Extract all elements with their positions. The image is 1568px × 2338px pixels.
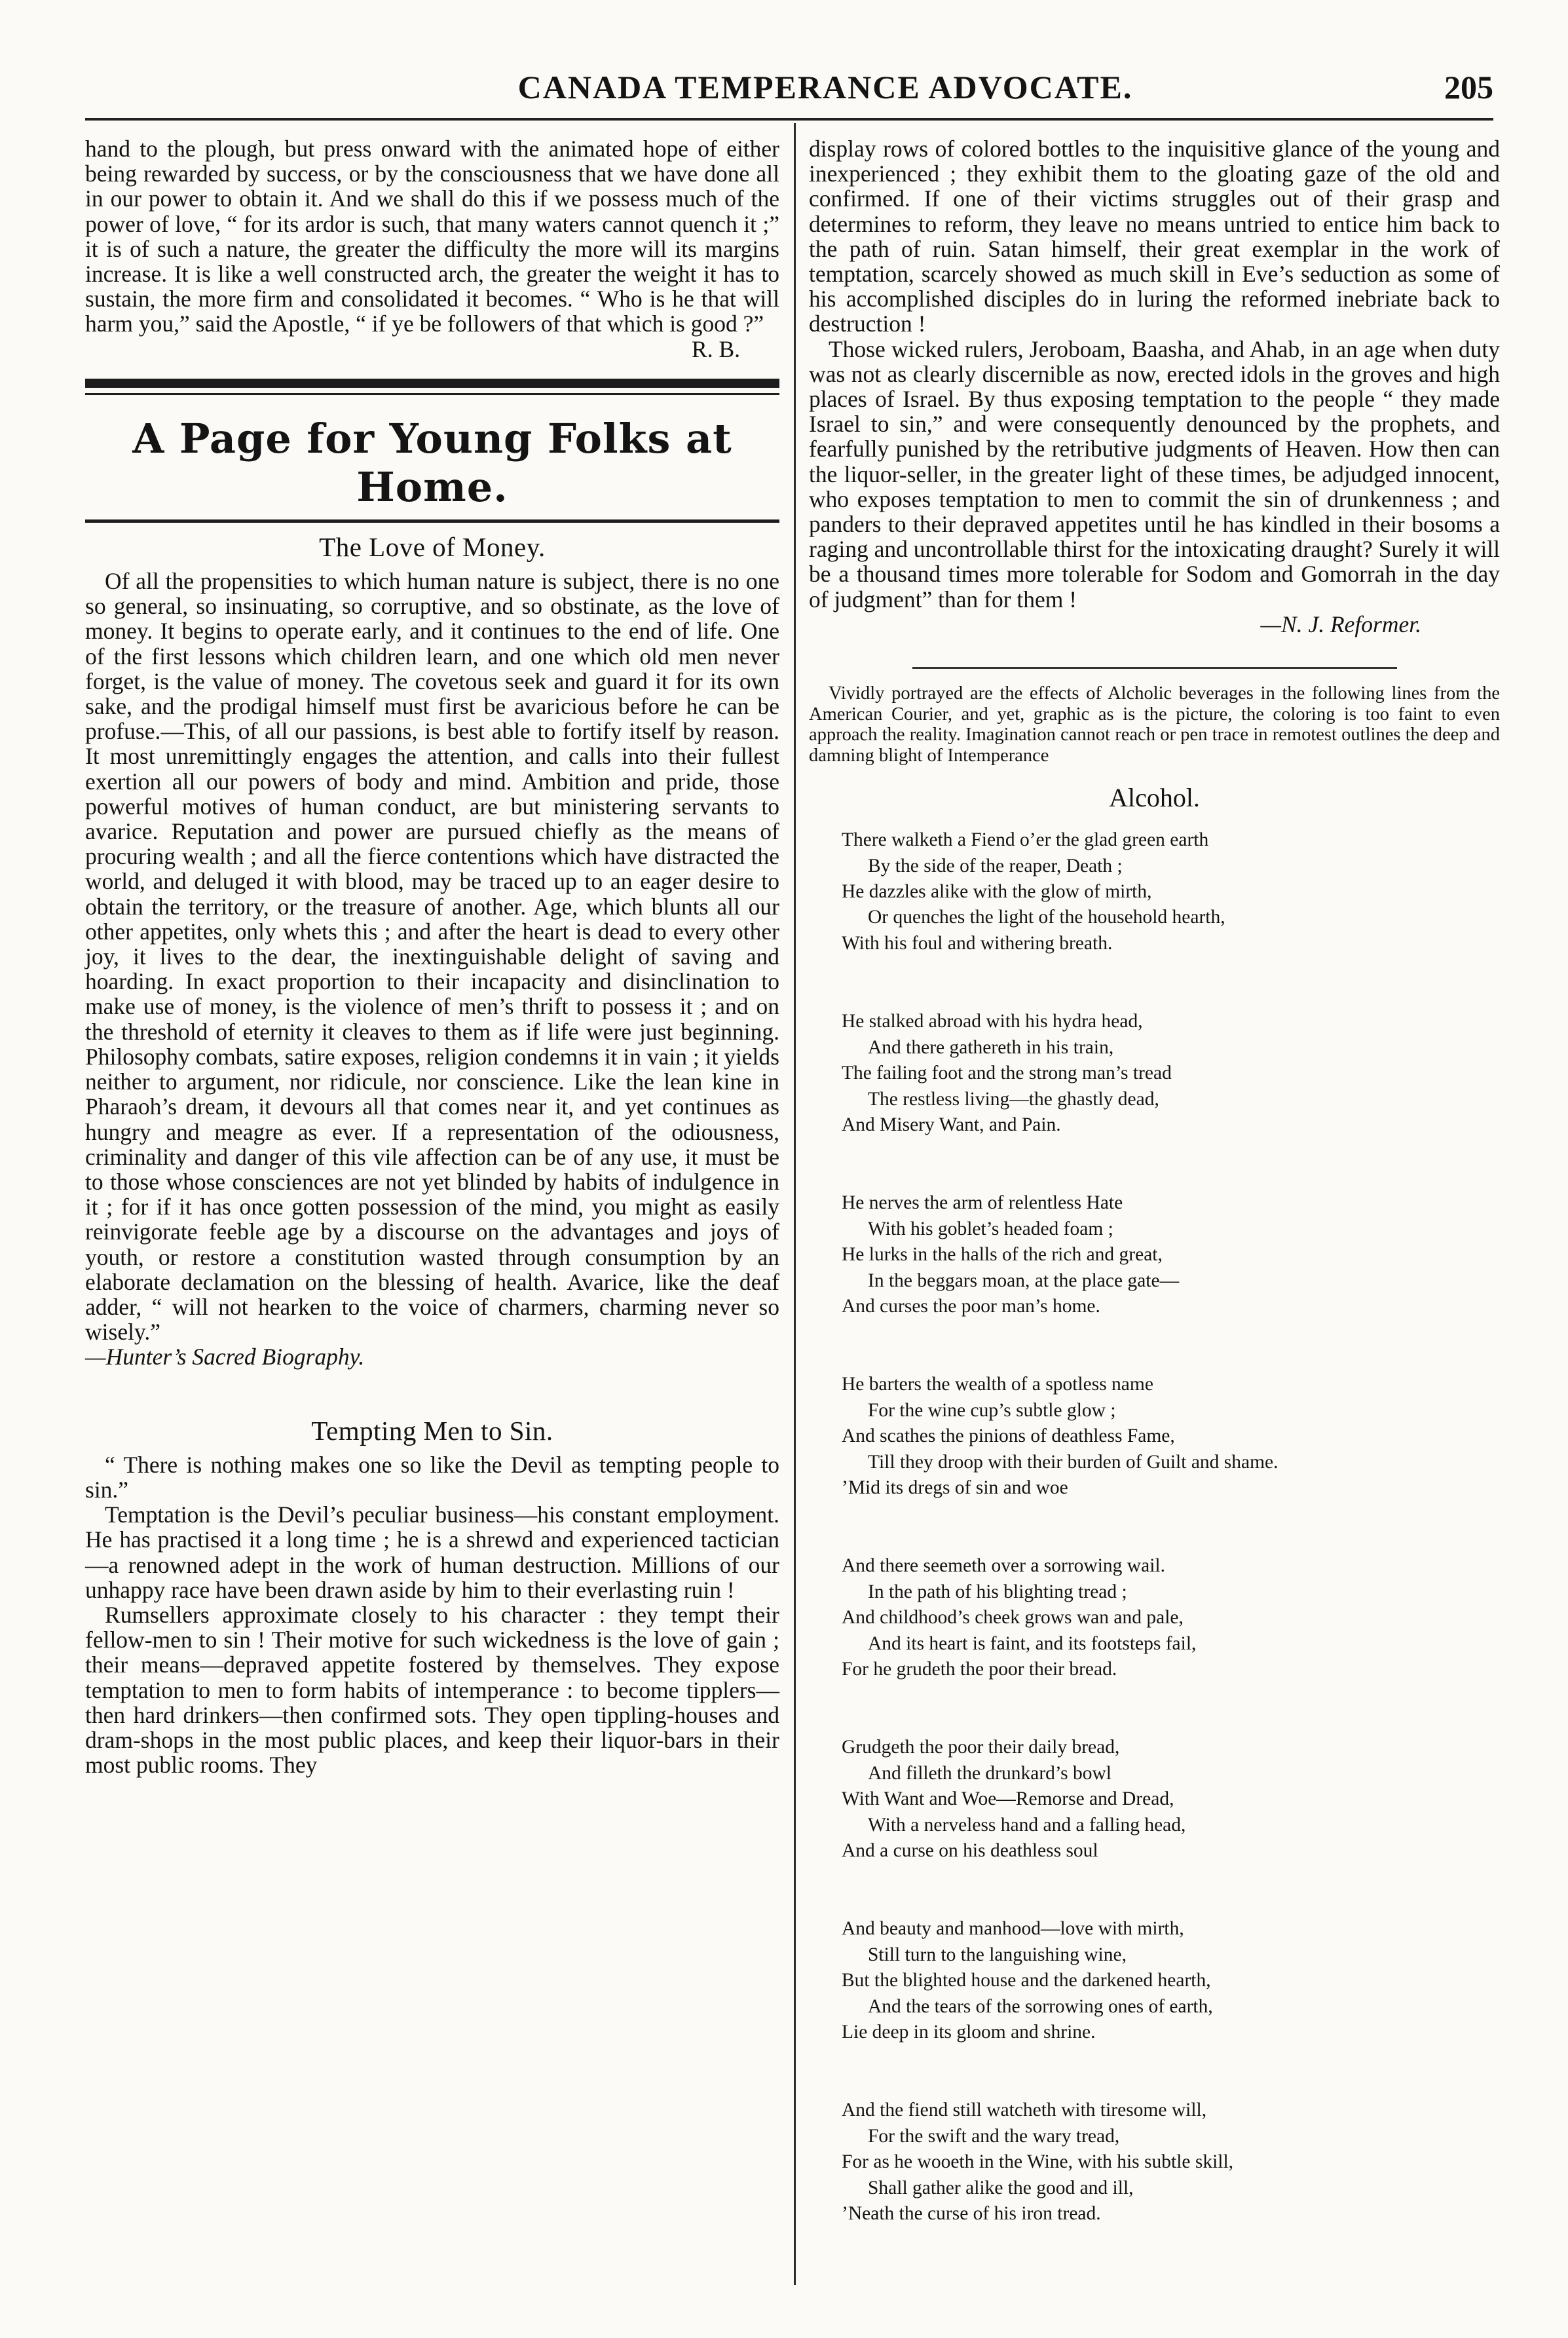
poem-line: With his foul and withering breath. [842,932,1113,954]
article-paragraph: Rumsellers approximate closely to his character : they tempt their fellow-men to sin ! Their motive for such wickedness is the love of gain ; their means—depraved appetite fostered by themselves. They expose temptation to men to form habits of intemperance : to become tipplers—then hard drinkers—then confirmed sots. They open tippling-houses and dram-shops in the most public places, and keep their liquor-bars in their most public rooms. They [85,1601,779,1779]
poem [809,827,1500,2227]
poem-title: Alcohol. [1109,783,1200,813]
separator-rule [912,667,1397,669]
section-title-rule [85,519,779,523]
column-divider [794,123,796,2285]
poem-line: He nerves the arm of relentless Hate [842,1192,1123,1214]
poem-line: ’Neath the curse of his iron tread. [842,2203,1101,2225]
poem-line: And curses the poor man’s home. [842,1295,1100,1317]
section-title: A Page for Young Folks at Home. [132,414,732,511]
left-column [85,136,779,1777]
poem-line: Shall gather alike the good and ill, [868,2177,1134,2198]
continued-paragraph: display rows of colored bottles to the inquisitive glance of the young and inexperienced ; they exhibit them to the gloating gaze of the old and confirmed. If one of their victims struggles out of their grasp and determines to reform, they leave no means untried to entice him back to the path of ruin. Satan himself, their great exemplar in the work of temptation, scarcely showed as much skill in Eve’s seduction as some of his accomplished disciples do in luring the reformed inebriate back to destruction ! [809,136,1500,337]
poem-stanza [842,1009,1500,1138]
poem-line: There walketh a Fiend o’er the glad green earth [842,829,1209,851]
poem-line: And the fiend still watcheth with tiresome will, [842,2100,1207,2121]
poem-line: He barters the wealth of a spotless name [842,1374,1153,1395]
poem-line: Till they droop with their burden of Guilt and shame. [868,1451,1279,1473]
poem-line: And Misery Want, and Pain. [842,1114,1061,1135]
article-title-tempting: Tempting Men to Sin. [311,1415,553,1446]
poem-stanza [842,2098,1500,2227]
poem-intro-note: Vividly portrayed are the effects of Alcholic beverages in the following lines from the American Courier, and yet, graphic as is the picture, the coloring is too faint to even approach the reality. Imagination cannot reach or pen trace in remotest outlines the deep and damning blight of Intemperance [809,683,1500,766]
poem-line: For the swift and the wary tread, [868,2125,1120,2147]
article-paragraph: Temptation is the Devil’s peculiar business—his constant employment. He has practised it a long time ; he is a shrewd and experienced tactician—a renowned adept in the work of human destruction. Millions of our unhappy race have been drawn aside by him to their everlasting ruin ! [85,1501,779,1603]
poem-line: The failing foot and the strong man’s tread [842,1063,1172,1084]
header-rule [85,118,1493,121]
poem-line: And childhood’s cheek grows wan and pale, [842,1607,1184,1629]
article-quote: “ There is nothing makes one so like the Devil as tempting people to sin.” [85,1451,779,1503]
article-title-love-of-money: The Love of Money. [319,531,546,562]
poem-line: ’Mid its dregs of sin and woe [842,1477,1068,1498]
poem-stanza [842,1190,1500,1319]
poem-line: In the path of his blighting tread ; [868,1581,1127,1602]
signature-line [85,337,779,362]
section-rule-thin [85,393,779,395]
article-paragraph: Those wicked rulers, Jeroboam, Baasha, and Ahab, in an age when duty was not as clearly discernible as now, erected idols in the groves and high places of Israel. By thus exposing temptation to the people “ they made Israel to sin,” and were consequently denounced by the prophets, and fearfully punished by the retributive judgments of Heaven. How then can the liquor-seller, in the greater light of these times, be adjudged innocent, who exposes temptation to men to commit the sin of drunkenness ; and panders to their depraved appetites until he has kindled in their bosoms a raging and uncontrollable thirst for the intoxicating draught? Surely it will be a thousand times more tolerable for Sodom and Gomorrah in the day of judgment” than for them ! [809,335,1500,613]
section-rule-heavy [85,379,779,388]
poem-line: He lurks in the halls of the rich and great, [842,1244,1163,1266]
poem-line: Grudgeth the poor their daily bread, [842,1737,1120,1758]
continued-paragraph: hand to the plough, but press onward with the animated hope of either being rewarded by success, or by the consciousness that we have done all in our power to obtain it. And we shall do this if we possess much of the power of love, “ for its ardor is such, that many waters cannot quench it ;” it is of such a nature, the greater the difficulty the more will its margins increase. It is like a well constructed arch, the greater the weight it has to sustain, the more firm and consolidated it becomes. “ Who is he that will harm you,” said the Apostle, “ if ye be followers of that which is good ?” [85,136,779,337]
poem-line: But the blighted house and the darkened hearth, [842,1970,1211,1991]
poem-line: Still turn to the languishing wine, [868,1944,1127,1965]
article-body-love-of-money: Of all the propensities to which human nature is subject, there is no one so general, so insinuating, so corruptive, and so obstinate, as the love of money. It begins to operate early, and it continues to the end of life. One of the first lessons which children learn, and one which old men never forget, is the value of money. The covetous seek and guard it for its own sake, and the prodigal himself must first be avaricious before he can be profuse.—This, of all our passions, is best able to fortify itself by reason. It most unremittingly engages the attention, and calls into their fullest exertion all our powers of body and mind. Ambition and pride, those powerful motives of human conduct, are but ministering servants to avarice. Reputation and power are pursued chiefly as the means of procuring wealth ; and all the fierce contentions which have distracted the world, and deluged it with blood, may be traced up to an eager desire to obtain the territory, or the treasure of another. Age, which blunts all our other appetites, only whets this ; and after the heart is dead to every other joy, it lives to the dear, the inextinguishable delight of saving and hoarding. In exact proportion to their incapacity and disinclination to make use of money, is the violence of men’s thrift to possess it ; and on the threshold of eternity it cleaves to them as if life were just beginning. Philosophy combats, satire exposes, religion condemns it in vain ; it yields neither to argument, nor ridicule, nor conscience. Like the lean kine in Pharaoh’s dream, it devours all that comes near it, and yet continues as hungry and meagre as ever. If a representation of the odiousness, criminality and danger of this vile affection can be of any use, it must be to those whose consciences are not yet blinded by habits of indulgence in it ; for if it has once gotten possession of the mind, you might as easily reinvigorate feeble age by a discourse on the advantages and joys of youth, or restore a constitution wasted through consumption by an elaborate declamation on the blessing of health. Avarice, like the deaf adder, “ will not hearken to the voice of charmers, charming never so wisely.” [85,568,779,1346]
running-head [85,64,1493,117]
poem-line: For he grudeth the poor their bread. [842,1659,1117,1680]
poem-line: With Want and Woe—Remorse and Dread, [842,1788,1174,1810]
poem-line: And there gathereth in his train, [868,1036,1114,1058]
running-title: CANADA TEMPERANCE ADVOCATE. [517,69,1133,105]
poem-line: With a nerveless hand and a falling head, [868,1814,1186,1836]
page-number: 205 [1444,69,1493,105]
poem-stanza [842,1735,1500,1864]
right-column [809,136,1500,2227]
poem-line: And scathes the pinions of deathless Fame, [842,1425,1175,1447]
poem-line: And beauty and manhood—love with mirth, [842,1918,1184,1940]
poem-line: He dazzles alike with the glow of mirth, [842,881,1152,903]
poem-line: And the tears of the sorrowing ones of earth, [868,1995,1213,2017]
poem-line: And filleth the drunkard’s bowl [868,1762,1111,1784]
poem-stanza [842,1372,1500,1501]
poem-line: And there seemeth over a sorrowing wail. [842,1555,1165,1577]
poem-line: With his goblet’s headed foam ; [868,1218,1113,1239]
poem-stanza [842,827,1500,956]
article-credit: —Hunter’s Sacred Biography. [85,1344,365,1370]
poem-line: In the beggars moan, at the place gate— [868,1270,1180,1291]
poem-line: For as he wooeth in the Wine, with his subtle skill, [842,2151,1234,2173]
poem-line: For the wine cup’s subtle glow ; [868,1399,1116,1421]
signature: R. B. [692,335,740,362]
poem-line: And a curse on his deathless soul [842,1840,1098,1862]
poem-line: By the side of the reaper, Death ; [868,855,1123,877]
poem-line: Or quenches the light of the household hearth, [868,907,1225,928]
poem-stanza [842,1916,1500,2045]
poem-stanza [842,1553,1500,1682]
poem-line: He stalked abroad with his hydra head, [842,1011,1143,1032]
poem-line: Lie deep in its gloom and shrine. [842,2022,1096,2043]
poem-line: And its heart is faint, and its footsteps fail, [868,1632,1197,1654]
poem-line: The restless living—the ghastly dead, [868,1088,1159,1110]
article-credit: —N. J. Reformer. [1260,611,1421,637]
